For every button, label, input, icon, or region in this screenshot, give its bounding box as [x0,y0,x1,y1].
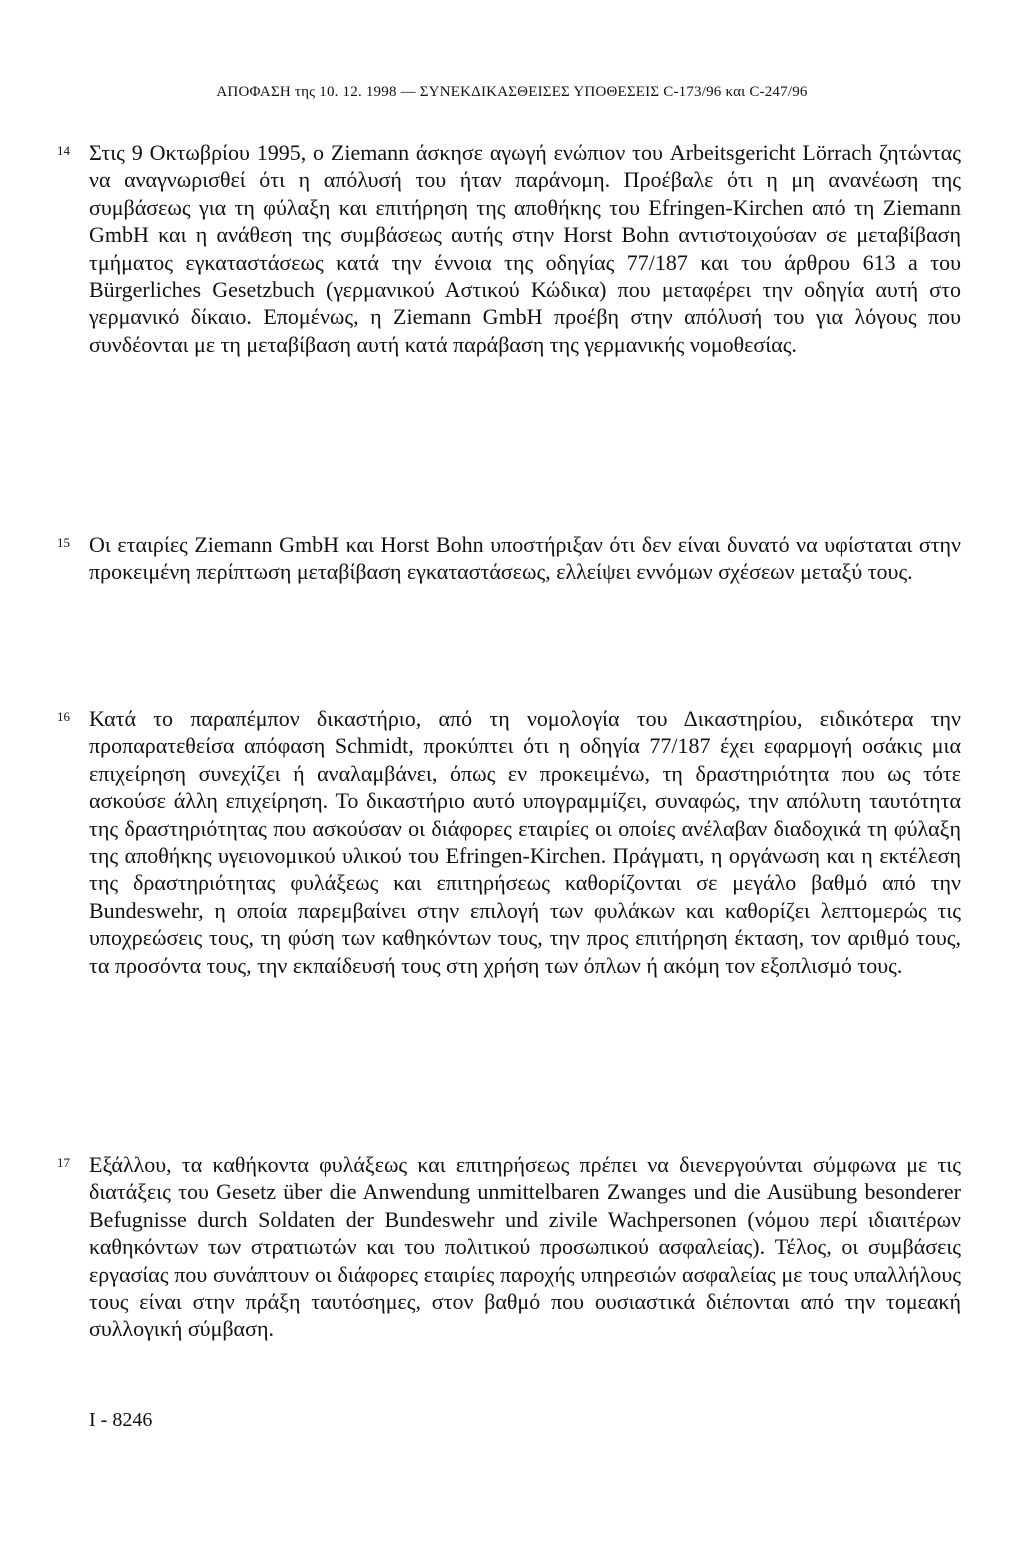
paragraph-17 [57,1151,961,1343]
paragraph-number: 17 [57,1155,70,1170]
paragraph-text: Κατά το παραπέμπον δικαστήριο, από τη νομολογία του Δικαστηρίου, ειδικότερα την προπαρατεθείσα απόφαση Schmidt, προκύπτει ότι η οδηγία 77/187 έχει εφαρμογή οσάκις μια επιχείρηση συνεχίζει ή αναλαμβάνει, όπως εν προκειμένω, τη δραστηριότητα που ως τότε ασκούσε άλλη επιχείρηση. Το δικαστήριο αυτό υπογραμμίζει, συναφώς, την απόλυτη ταυτότητα της δραστηριότητας που ασκούσαν οι διάφορες εταιρίες οι οποίες ανέλαβαν διαδοχικά τη φύλαξη της αποθήκης υγειονομικού υλικού του Efringen-Kirchen. Πράγματι, η οργάνωση και η εκτέλεση της δραστηριότητας φυλάξεως και επιτηρήσεως καθορίζονται σε μεγάλο βαθμό από την Bundeswehr, η οποία παρεμβαίνει στην επιλογή των φυλάκων και καθορίζει λεπτομερώς τις υποχρεώσεις τους, τη φύση των καθηκόντων τους, την προς επιτήρηση έκταση, τον αριθμό τους, τα προσόντα τους, την εκπαίδευσή τους στη χρήση των όπλων ή ακόμη τον εξοπλισμό τους. [89,706,961,978]
paragraph-number: 16 [57,709,70,724]
paragraph-text: Εξάλλου, τα καθήκοντα φυλάξεως και επιτηρήσεως πρέπει να διενεργούνται σύμφωνα με τις διατάξεις του Gesetz über die Anwendung unmittelbaren Zwanges und die Ausübung besonderer Befugnisse durch Soldaten der Bundeswehr und zivile Wachpersonen (νόμου περί ιδιαιτέρων καθηκόντων των στρατιωτών και του πολιτικού προσωπικού ασφαλείας). Τέλος, οι συμβάσεις εργασίας που συνάπτουν οι διάφορες εταιρίες παροχής υπηρεσιών ασφαλείας με τους υπαλλήλους τους είναι στην πράξη ταυτόσημες, στον βαθμό που ουσιαστικά διέπονται από την τομεακή συλλογική σύμβαση. [89,1152,961,1342]
paragraph-number: 14 [57,143,70,158]
paragraph-text: Οι εταιρίες Ziemann GmbH και Horst Bohn υποστήριξαν ότι δεν είναι δυνατό να υφίσταται στην προκειμένη περίπτωση μεταβίβαση εγκαταστάσεως, ελλείψει εννόμων σχέσεων μεταξύ τους. [89,532,961,585]
paragraph-16 [57,705,961,979]
page-number: I - 8246 [89,1409,153,1431]
paragraph-14 [57,139,961,358]
paragraph-15 [57,531,961,586]
paragraph-number: 15 [57,535,70,550]
running-header: ΑΠΟΦΑΣΗ της 10. 12. 1998 — ΣΥΝΕΚΔΙΚΑΣΘΕΙΣΕΣ ΥΠΟΘΕΣΕΙΣ C-173/96 και C-247/96 [216,84,808,100]
paragraph-text: Στις 9 Οκτωβρίου 1995, ο Ziemann άσκησε αγωγή ενώπιον του Arbeitsgericht Lörrach ζητώντας να αναγνωρισθεί ότι η απόλυσή του ήταν παράνομη. Προέβαλε ότι η μη ανανέωση της συμβάσεως για τη φύλαξη και επιτήρηση της αποθήκης του Efringen-Kirchen από τη Ziemann GmbH και η ανάθεση της συμβάσεως αυτής στην Horst Bohn αντιστοιχούσαν σε μεταβίβαση τμήματος εγκαταστάσεως κατά την έννοια της οδηγίας 77/187 και του άρθρου 613 a του Bürgerliches Gesetzbuch (γερμανικού Αστικού Κώδικα) που μεταφέρει την οδηγία αυτή στο γερμανικό δίκαιο. Επομένως, η Ziemann GmbH προέβη στην απόλυσή του για λόγους που συνδέονται με τη μεταβίβαση αυτή κατά παράβαση της γερμανικής νομοθεσίας. [89,140,961,357]
